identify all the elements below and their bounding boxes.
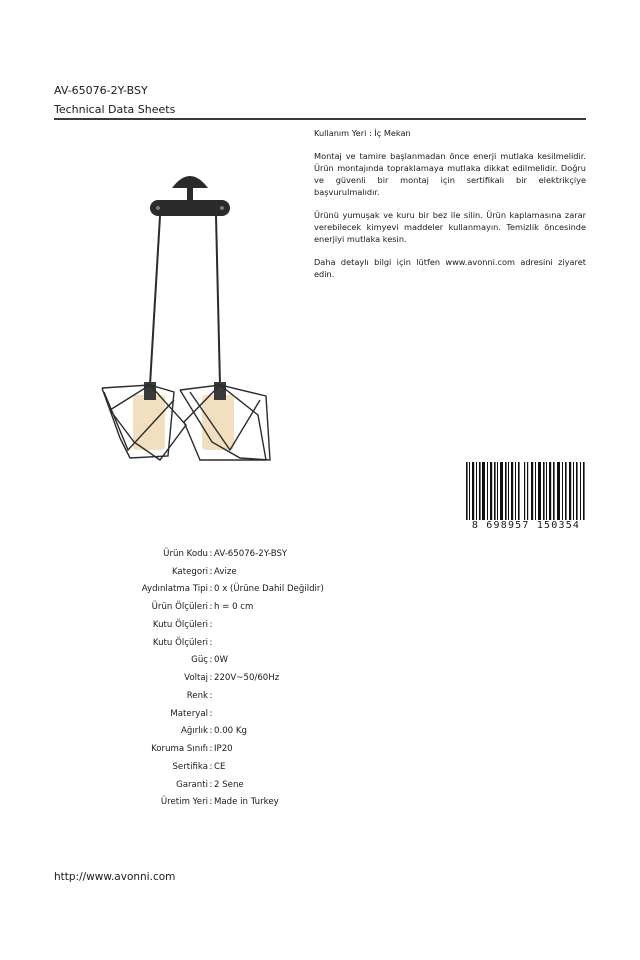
spec-value: CE — [214, 761, 226, 772]
spec-row — [100, 687, 414, 705]
spec-separator: : — [209, 726, 213, 737]
spec-row — [100, 723, 414, 741]
spec-label: Kategori — [171, 566, 208, 577]
spec-separator: : — [209, 690, 213, 701]
spec-value: IP20 — [214, 744, 233, 755]
spec-separator: : — [209, 708, 213, 719]
spec-separator: : — [209, 566, 213, 577]
header-divider — [54, 118, 586, 120]
spec-label: Renk — [186, 690, 208, 701]
spec-label: Kutu Ölçüleri — [152, 619, 208, 630]
barcode-number: 8 698957 150354 — [466, 520, 586, 532]
spec-separator: : — [209, 761, 213, 772]
spec-separator: : — [209, 797, 213, 808]
spec-row — [100, 598, 414, 616]
spec-row — [100, 669, 414, 687]
spec-row — [100, 634, 414, 652]
spec-row — [100, 563, 414, 581]
spec-row — [100, 740, 414, 758]
website-link[interactable]: http://www.avonni.com — [54, 871, 176, 883]
safety-paragraph: Montaj ve tamire başlanmadan önce enerji mutlaka kesilmelidir. Ürün montajında topraklamaya mutlaka dikkat edilmelidir. Doğru ve güvenli bir montaj için sertifikalı bir elektrikçiye başvurulmalıdır. — [314, 150, 586, 198]
product-code-title: AV-65076-2Y-BSY — [54, 84, 148, 97]
spec-label: Ürün Kodu — [163, 548, 208, 559]
spec-value: 0 x (Ürüne Dahil Değildir) — [214, 584, 324, 595]
spec-row — [100, 581, 414, 599]
spec-separator: : — [209, 779, 213, 790]
spec-label: Üretim Yeri — [160, 797, 208, 808]
spec-separator: : — [209, 637, 213, 648]
spec-row — [100, 545, 414, 563]
spec-label: Garanti — [176, 779, 208, 790]
spec-value: Made in Turkey — [214, 797, 279, 808]
spec-label: Voltaj — [184, 673, 208, 684]
spec-label: Ağırlık — [180, 726, 208, 737]
spec-value: 2 Sene — [214, 779, 244, 790]
spec-separator: : — [209, 744, 213, 755]
spec-value: 0.00 Kg — [214, 726, 247, 737]
spec-separator: : — [209, 619, 213, 630]
spec-row — [100, 652, 414, 670]
spec-separator: : — [209, 602, 213, 613]
spec-label: Materyal — [170, 708, 208, 719]
spec-value: AV-65076-2Y-BSY — [214, 548, 288, 559]
cleaning-paragraph: Ürünü yumuşak ve kuru bir bez ile silin. Ürün kaplamasına zarar verebilecek kimyevi maddeler kullanmayın. Temizlik öncesinde enerjiyi mutlaka kesin. — [314, 210, 586, 245]
spec-separator: : — [209, 673, 213, 684]
spec-row — [100, 616, 414, 634]
spec-label: Koruma Sınıfı — [151, 744, 208, 755]
spec-separator: : — [209, 548, 213, 559]
spec-separator: : — [209, 655, 213, 666]
spec-row — [100, 794, 414, 812]
spec-separator: : — [209, 584, 213, 595]
spec-label: Güç — [191, 655, 208, 666]
website-paragraph: Daha detaylı bilgi için lütfen www.avonni.com adresini ziyaret edin. — [314, 257, 586, 280]
spec-row — [100, 758, 414, 776]
spec-value: Avize — [214, 566, 237, 577]
pendant-lamp-icon — [90, 160, 280, 470]
spec-value: h = 0 cm — [214, 602, 254, 613]
spec-label: Ürün Ölçüleri — [151, 602, 208, 613]
usage-area: Kullanım Yeri : İç Mekan — [314, 128, 411, 138]
spec-value: 0W — [214, 655, 228, 666]
spec-row — [100, 776, 414, 794]
spec-row — [100, 705, 414, 723]
info-block — [314, 127, 586, 291]
spec-table — [100, 545, 414, 811]
spec-value: 220V~50/60Hz — [214, 673, 280, 684]
spec-label: Aydınlatma Tipi — [141, 584, 208, 595]
spec-label: Kutu Ölçüleri — [152, 637, 208, 648]
spec-label: Sertifika — [172, 761, 208, 772]
sheet-title: Technical Data Sheets — [54, 103, 176, 116]
